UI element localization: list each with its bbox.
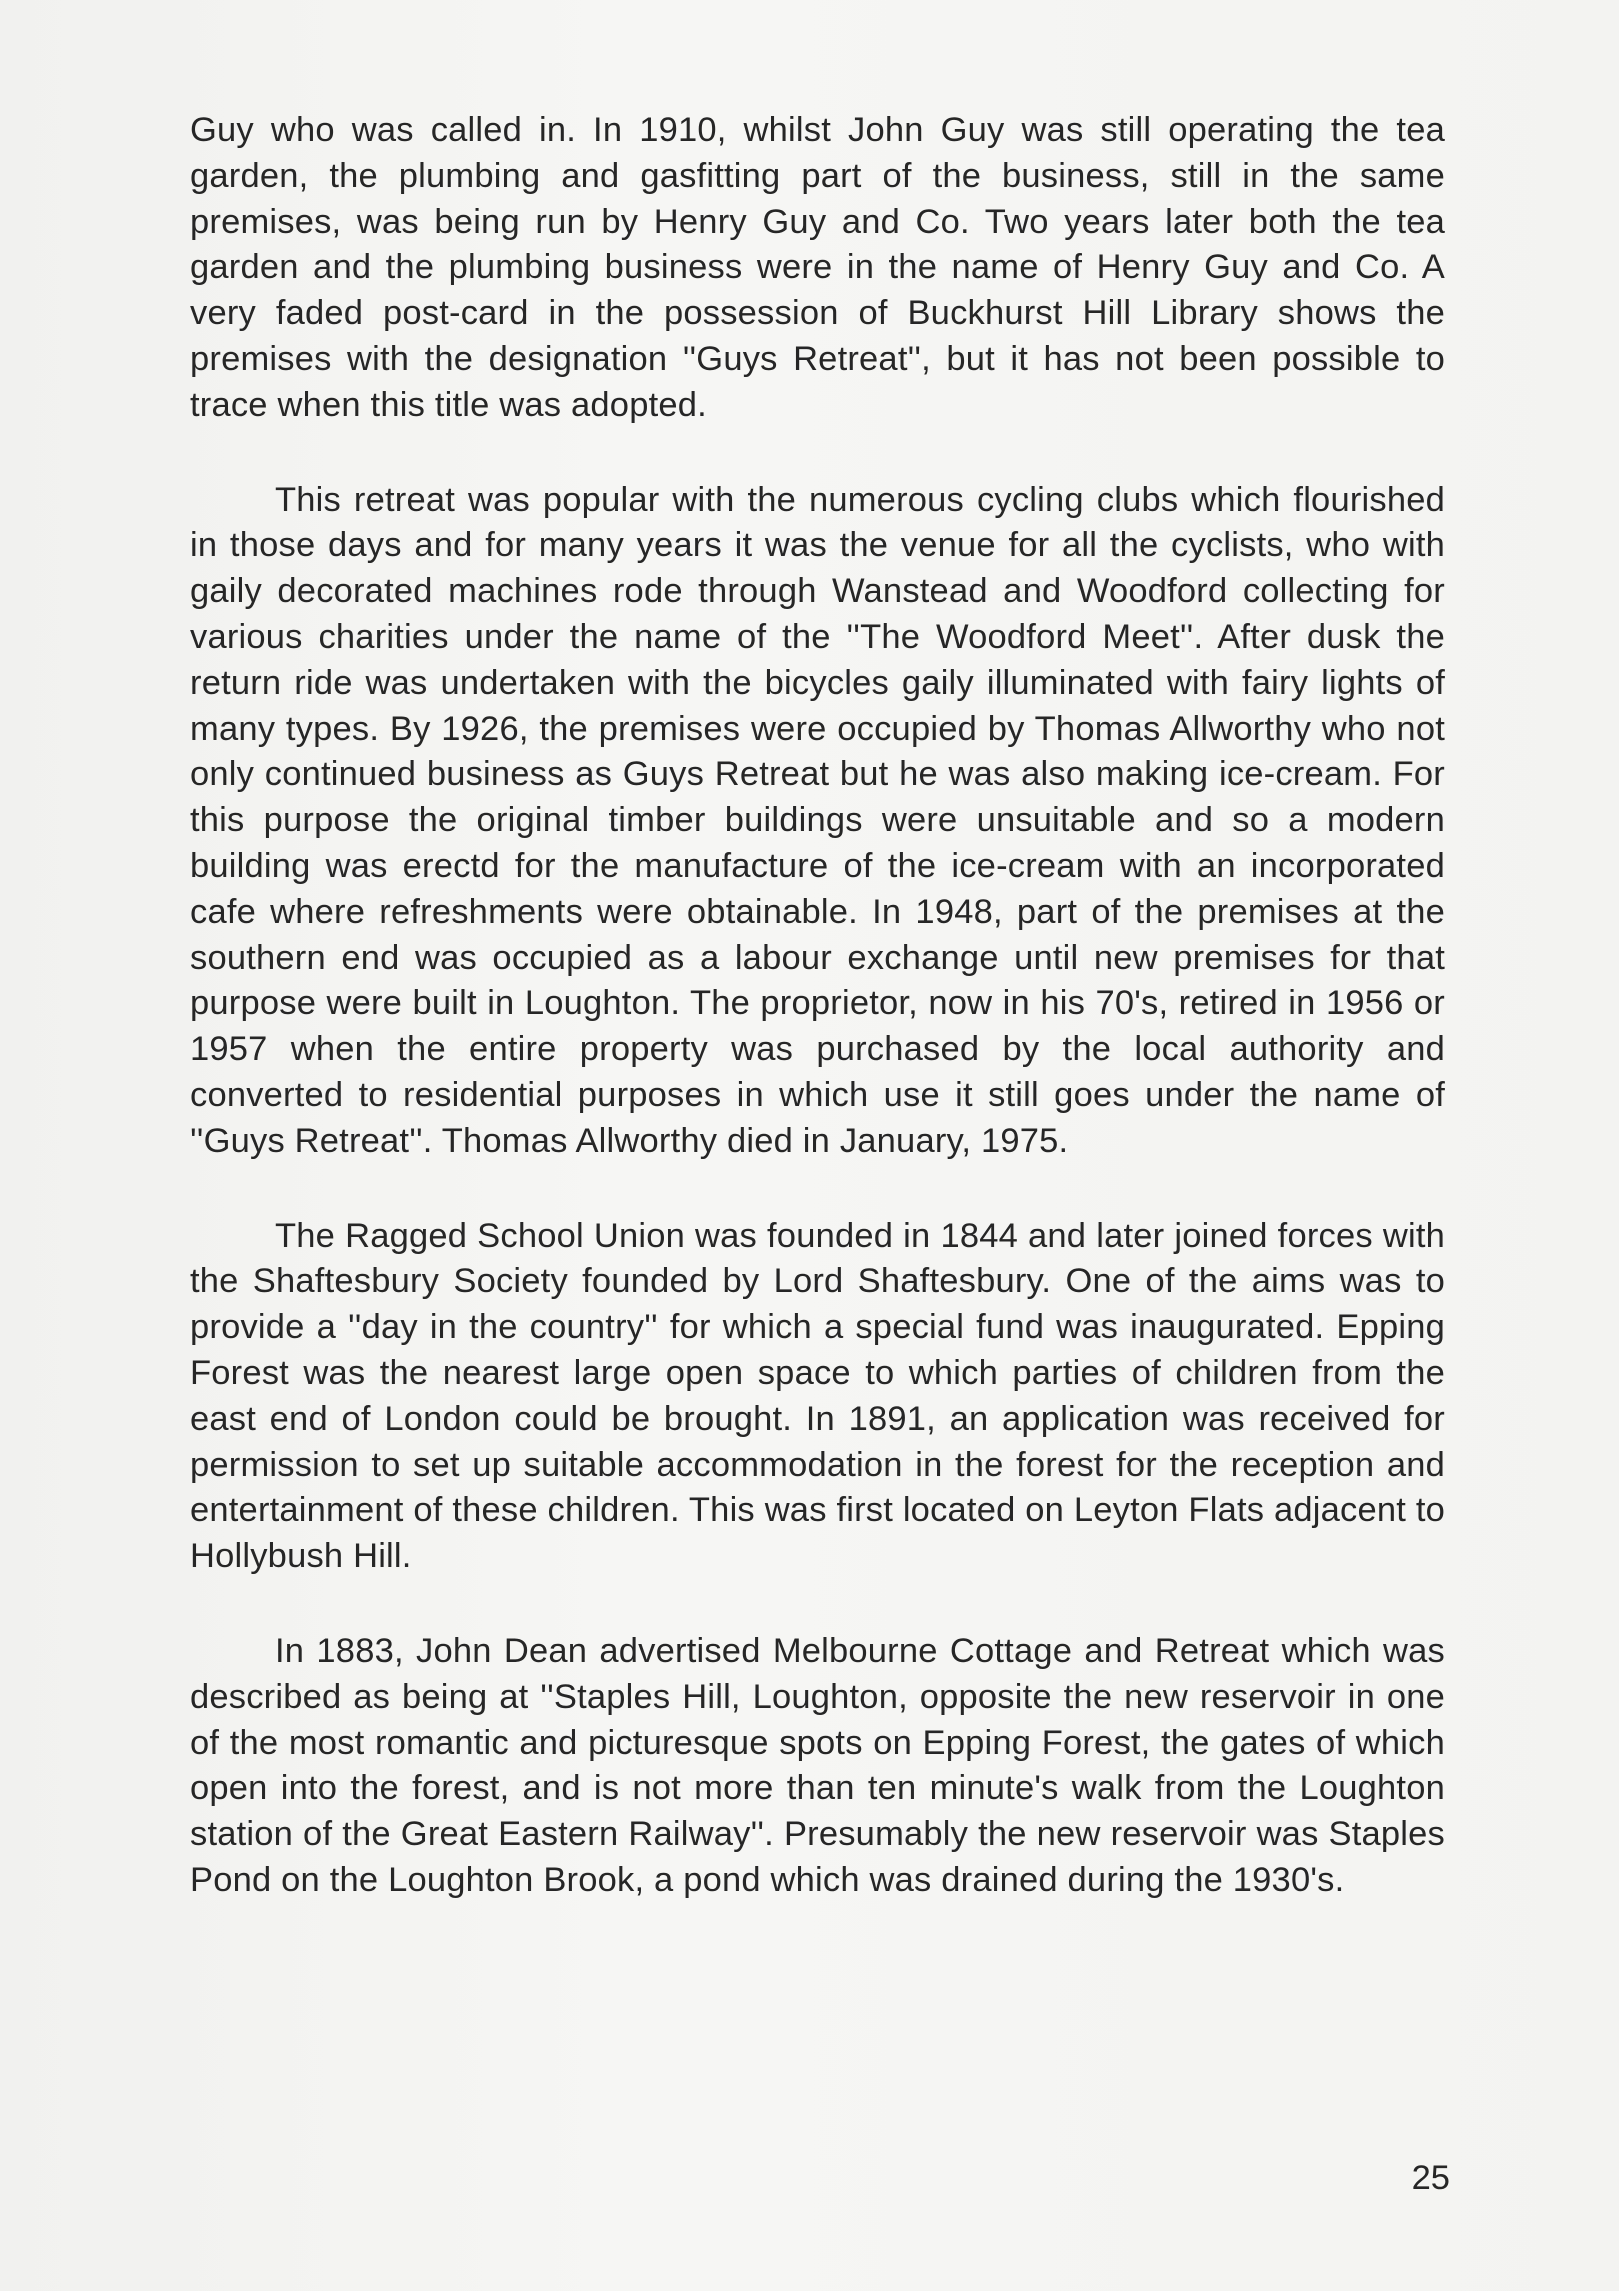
body-text (190, 108, 1445, 1953)
paragraph-cycling-clubs: This retreat was popular with the numerous cycling clubs which flourished in those days and for many years it was the venue for all the cyclists, who with gaily decorated machines rode through Wanstead and Woodford collecting for various charities under the name of the ''The Woodford Meet''. After dusk the return ride was undertaken with the bicycles gaily illuminated with fairy lights of many types. By 1926, the premises were occupied by Thomas Allworthy who not only continued business as Guys Retreat but he was also making ice-cream. For this purpose the original timber buildings were unsuitable and so a modern building was erectd for the manufacture of the ice-cream with an incorporated cafe where refreshments were obtainable. In 1948, part of the premises at the southern end was occupied as a labour exchange until new premises for that purpose were built in Loughton. The proprietor, now in his 70's, retired in 1956 or 1957 when the entire property was purchased by the local authority and converted to residential purposes in which use it still goes under the name of ''Guys Retreat''. Thomas Allworthy died in January, 1975. (190, 480, 1445, 1160)
page-number: 25 (1411, 2159, 1450, 2197)
paragraph-melbourne-cottage: In 1883, John Dean advertised Melbourne Cottage and Retreat which was described as being at ''Staples Hill, Loughton, opposite the new reservoir in one of the most romantic and picturesque spots on Epping Forest, the gates of which open into the forest, and is not more than ten minute's walk from the Loughton station of the Great Eastern Railway''. Presumably the new reservoir was Staples Pond on the Loughton Brook, a pond which was drained during the 1930's. (190, 1631, 1445, 1899)
paragraph-ragged-school-union: The Ragged School Union was founded in 1844 and later joined forces with the Shaftesbury Society founded by Lord Shaftesbury. One of the aims was to provide a ''day in the country'' for which a special fund was inaugurated. Epping Forest was the nearest large open space to which parties of children from the east end of London could be brought. In 1891, an application was received for permission to set up suitable accommodation in the forest for the reception and entertainment of these children. This was first located on Leyton Flats adjacent to Hollybush Hill. (190, 1216, 1445, 1576)
paragraph-guy-tea-garden: Guy who was called in. In 1910, whilst John Guy was still operating the tea garden, the plumbing and gasfitting part of the business, still in the same premises, was being run by Henry Guy and Co. Two years later both the tea garden and the plumbing business were in the name of Henry Guy and Co. A very faded post-card in the possession of Buckhurst Hill Library shows the premises with the designation ''Guys Retreat'', but it has not been possible to trace when this title was adopted. (190, 111, 1445, 424)
